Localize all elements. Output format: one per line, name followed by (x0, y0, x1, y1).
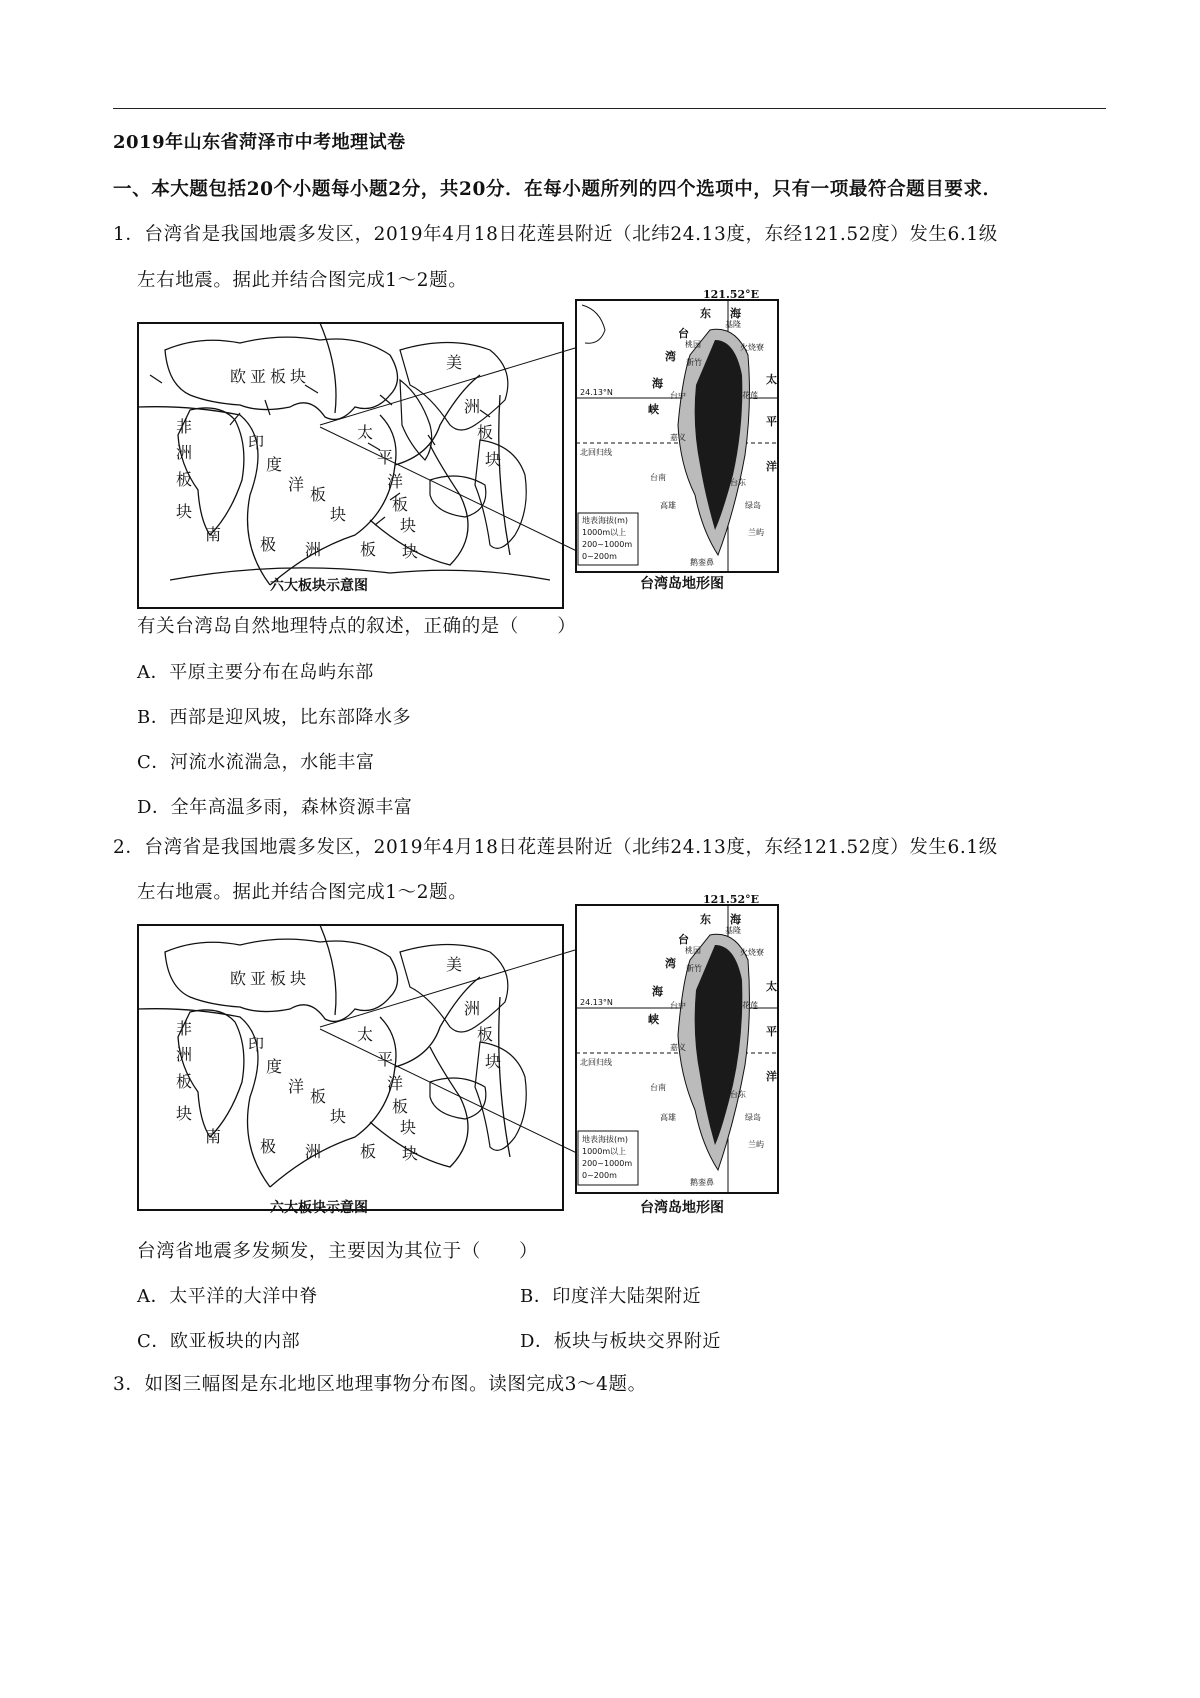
svg-text:太: 太 (357, 1025, 374, 1044)
svg-text:块: 块 (400, 1118, 417, 1137)
question-1-prompt: 有关台湾岛自然地理特点的叙述，正确的是（ ） (137, 616, 577, 637)
svg-text:印: 印 (248, 433, 265, 452)
q1-option-a: A．平原主要分布在岛屿东部 (137, 662, 374, 683)
svg-text:洲: 洲 (305, 1142, 322, 1161)
svg-text:地表海拔(m): 地表海拔(m) (582, 1135, 629, 1144)
svg-text:0~200m: 0~200m (582, 1171, 617, 1180)
svg-text:高雄: 高雄 (660, 1113, 676, 1122)
svg-text:24.13°N: 24.13°N (580, 388, 613, 397)
svg-text:洋: 洋 (387, 1074, 404, 1093)
svg-text:非: 非 (176, 417, 193, 436)
svg-text:块: 块 (400, 516, 417, 535)
svg-text:太: 太 (357, 423, 374, 442)
svg-text:美: 美 (446, 955, 463, 974)
svg-text:亚: 亚 (250, 367, 267, 386)
svg-text:板: 板 (270, 367, 287, 386)
svg-text:火烧寮: 火烧寮 (740, 343, 764, 352)
question-number: 2． (113, 837, 145, 858)
svg-text:欧: 欧 (230, 969, 247, 988)
svg-text:基隆: 基隆 (725, 320, 741, 329)
svg-text:板: 板 (360, 1142, 377, 1161)
svg-text:花莲: 花莲 (742, 1001, 758, 1010)
svg-text:地表海拔(m): 地表海拔(m) (582, 516, 629, 525)
svg-text:鹅銮鼻: 鹅銮鼻 (690, 558, 714, 567)
svg-text:板: 板 (176, 470, 193, 489)
svg-text:台: 台 (678, 933, 689, 946)
svg-text:洲: 洲 (305, 540, 322, 559)
svg-text:南: 南 (205, 525, 222, 544)
svg-text:湾: 湾 (665, 957, 676, 970)
page-title: 2019年山东省菏泽市中考地理试卷 (113, 132, 406, 153)
svg-text:板: 板 (477, 423, 494, 442)
svg-text:块: 块 (485, 1052, 502, 1071)
svg-text:121.52°E: 121.52°E (703, 288, 759, 301)
svg-text:南: 南 (205, 1127, 222, 1146)
svg-text:台中: 台中 (670, 391, 686, 400)
svg-text:海: 海 (652, 377, 663, 390)
svg-text:块: 块 (330, 1107, 347, 1126)
svg-text:洋: 洋 (387, 472, 404, 491)
svg-text:台湾岛地形图: 台湾岛地形图 (640, 1200, 724, 1216)
svg-text:平: 平 (766, 415, 777, 428)
svg-text:洋: 洋 (288, 475, 305, 494)
svg-text:200~1000m: 200~1000m (582, 1159, 633, 1168)
svg-text:基隆: 基隆 (725, 926, 741, 935)
svg-text:亚: 亚 (250, 969, 267, 988)
question-3-stem-line1: 3．如图三幅图是东北地区地理事物分布图。读图完成3～4题。 (113, 1374, 647, 1395)
section-heading: 一、本大题包括20个小题每小题2分，共20分．在每小题所列的四个选项中，只有一项最符合题目要求． (113, 179, 1002, 200)
svg-text:北回归线: 北回归线 (580, 448, 612, 457)
svg-text:板: 板 (392, 1097, 409, 1116)
svg-text:洲: 洲 (464, 397, 481, 416)
svg-text:高雄: 高雄 (660, 501, 676, 510)
question-1-stem-line1: 1．台湾省是我国地震多发区，2019年4月18日花莲县附近（北纬24.13度，东经121.52度）发生6.1级 (113, 224, 998, 245)
svg-text:平: 平 (766, 1025, 777, 1038)
svg-text:洲: 洲 (464, 999, 481, 1018)
svg-text:块: 块 (402, 542, 419, 561)
svg-text:台南: 台南 (650, 473, 666, 482)
svg-text:块: 块 (290, 367, 307, 386)
svg-text:六大板块示意图: 六大板块示意图 (270, 578, 368, 594)
svg-text:海: 海 (730, 913, 741, 926)
question-2-stem-line1: 2．台湾省是我国地震多发区，2019年4月18日花莲县附近（北纬24.13度，东经121.52度）发生6.1级 (113, 837, 998, 858)
svg-text:东: 东 (700, 307, 711, 320)
svg-text:块: 块 (290, 969, 307, 988)
svg-text:新竹: 新竹 (686, 964, 702, 973)
svg-text:块: 块 (176, 502, 193, 521)
q2-option-a: A．太平洋的大洋中脊 (137, 1286, 318, 1307)
svg-text:121.52°E: 121.52°E (703, 893, 759, 906)
svg-text:台南: 台南 (650, 1083, 666, 1092)
svg-text:嘉义: 嘉义 (670, 433, 686, 442)
svg-text:极: 极 (260, 1137, 277, 1156)
svg-text:美: 美 (446, 353, 463, 372)
svg-text:板: 板 (310, 1087, 327, 1106)
header-rule (113, 108, 1106, 109)
svg-text:洲: 洲 (176, 443, 193, 462)
svg-text:绿岛: 绿岛 (745, 1113, 761, 1122)
svg-text:太: 太 (766, 373, 777, 386)
svg-text:台: 台 (678, 327, 689, 340)
svg-text:板: 板 (360, 540, 377, 559)
svg-text:1000m以上: 1000m以上 (582, 1147, 627, 1156)
svg-text:太: 太 (766, 980, 777, 993)
svg-text:极: 极 (260, 535, 277, 554)
svg-text:板: 板 (176, 1072, 193, 1091)
svg-text:火烧寮: 火烧寮 (740, 948, 764, 957)
svg-text:桃园: 桃园 (685, 340, 701, 349)
svg-text:非: 非 (176, 1019, 193, 1038)
svg-text:台中: 台中 (670, 1001, 686, 1010)
taiwan-map (576, 288, 778, 592)
question-2-prompt: 台湾省地震多发频发，主要因为其位于（ ） (137, 1241, 539, 1262)
taiwan-map (576, 893, 778, 1216)
svg-text:新竹: 新竹 (686, 358, 702, 367)
svg-text:台东: 台东 (730, 478, 746, 487)
svg-text:欧: 欧 (230, 367, 247, 386)
svg-text:桃园: 桃园 (685, 946, 701, 955)
q1-option-b: B．西部是迎风坡，比东部降水多 (137, 707, 412, 728)
svg-text:峡: 峡 (648, 403, 659, 416)
svg-text:印: 印 (248, 1035, 265, 1054)
svg-text:块: 块 (485, 450, 502, 469)
svg-text:板: 板 (270, 969, 287, 988)
svg-text:六大板块示意图: 六大板块示意图 (270, 1200, 368, 1216)
svg-text:24.13°N: 24.13°N (580, 998, 613, 1007)
svg-text:海: 海 (652, 985, 663, 998)
svg-text:洋: 洋 (766, 1070, 777, 1083)
svg-text:湾: 湾 (665, 350, 676, 363)
svg-text:嘉义: 嘉义 (670, 1043, 686, 1052)
svg-text:北回归线: 北回归线 (580, 1058, 612, 1067)
svg-text:块: 块 (330, 505, 347, 524)
question-number: 3． (113, 1374, 145, 1395)
svg-text:块: 块 (402, 1144, 419, 1163)
svg-text:台湾岛地形图: 台湾岛地形图 (640, 576, 724, 592)
svg-text:洲: 洲 (176, 1045, 193, 1064)
svg-text:兰屿: 兰屿 (748, 528, 764, 537)
svg-text:板: 板 (310, 485, 327, 504)
q1-option-d: D．全年高温多雨，森林资源丰富 (137, 797, 413, 818)
question-1-stem-line2: 左右地震。据此并结合图完成1～2题。 (137, 270, 468, 291)
svg-text:洋: 洋 (766, 460, 777, 473)
figure-2 (130, 893, 800, 1235)
question-number: 1． (113, 224, 145, 245)
svg-text:兰屿: 兰屿 (748, 1140, 764, 1149)
svg-text:度: 度 (266, 455, 283, 474)
plates-map (138, 925, 585, 1216)
svg-text:台东: 台东 (730, 1090, 746, 1099)
q1-option-c: C．河流水流湍急，水能丰富 (137, 752, 375, 773)
svg-text:东: 东 (700, 913, 711, 926)
svg-text:200~1000m: 200~1000m (582, 540, 633, 549)
svg-text:块: 块 (176, 1104, 193, 1123)
svg-text:度: 度 (266, 1057, 283, 1076)
q2-option-d: D．板块与板块交界附近 (520, 1331, 722, 1352)
svg-text:0~200m: 0~200m (582, 552, 617, 561)
svg-text:板: 板 (477, 1025, 494, 1044)
svg-text:花莲: 花莲 (742, 391, 758, 400)
plates-map (138, 323, 585, 608)
svg-text:峡: 峡 (648, 1013, 659, 1026)
svg-text:1000m以上: 1000m以上 (582, 528, 627, 537)
q2-option-c: C．欧亚板块的内部 (137, 1331, 301, 1352)
svg-text:洋: 洋 (288, 1077, 305, 1096)
svg-text:海: 海 (730, 307, 741, 320)
question-2-stem-line2: 左右地震。据此并结合图完成1～2题。 (137, 882, 468, 903)
svg-text:平: 平 (377, 448, 394, 467)
figure-1 (130, 288, 800, 640)
svg-text:绿岛: 绿岛 (745, 501, 761, 510)
q2-option-b: B．印度洋大陆架附近 (520, 1286, 702, 1307)
svg-text:板: 板 (392, 495, 409, 514)
svg-text:鹅銮鼻: 鹅銮鼻 (690, 1178, 714, 1187)
svg-text:平: 平 (377, 1050, 394, 1069)
